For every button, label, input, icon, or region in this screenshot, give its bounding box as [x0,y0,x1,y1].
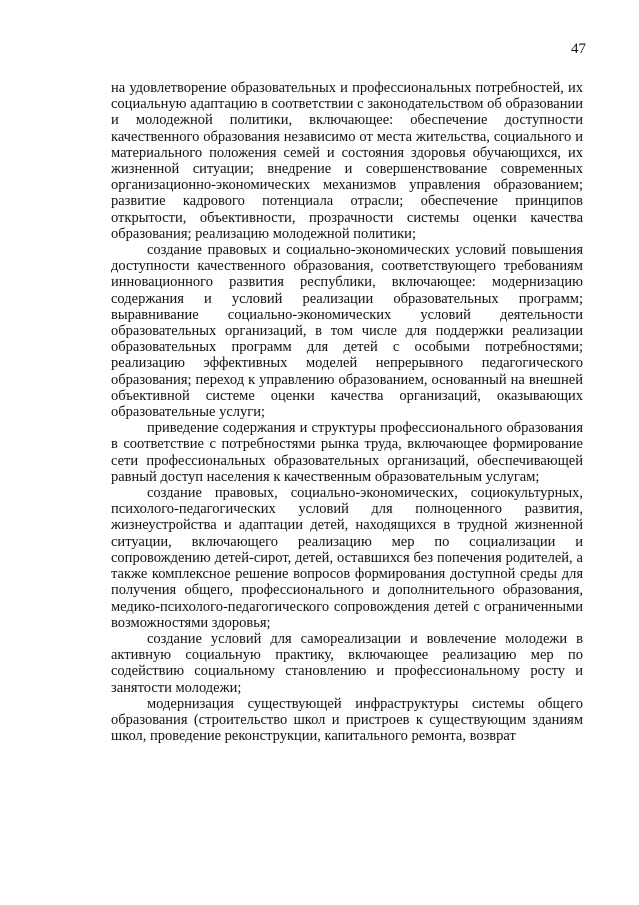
document-body [111,80,583,744]
paragraph-children-support: создание правовых, социально-экономических, социокультурных, психолого-педагогических условий для полноценного развития, жизнеустройства и адаптации детей, находящихся в трудной жизненной ситуации, включающего реализацию мер по социализации и сопровождению детей-сирот, детей, оставшихся без попечения родителей, а также комплексное решение вопросов формирования доступной среды для получения общего, профессионального и дополнительного образования, медико-психолого-педагогического сопровождения детей с ограниченными возможностями здоровья; [111,485,583,631]
page-number: 47 [571,41,586,57]
paragraph-infrastructure-modernization: модернизация существующей инфраструктуры системы общего образования (строительство школ и пристроев к существующим зданиям школ, проведение реконструкции, капитального ремонта, возврат [111,695,583,745]
paragraph-legal-conditions: создание правовых и социально-экономических условий повышения доступности качественного образования, соответствующего требованиям инновационного развития республики, включающее: модернизацию содержания и условий реализации образовательных программ; выравнивание социально-экономических условий деятельности образовательных организаций, в том числе для поддержки реализации образовательных программ для детей с особыми потребностями; реализацию эффективных моделей непрерывного педагогического образования; переход к управлению образованием, основанный на внешней объективной системе оценки качества организаций, оказывающих образовательные услуги; [111,242,583,421]
paragraph-vocational-education: приведение содержания и структуры профессионального образования в соответствие с потребностями рынка труда, включающее формирование сети профессиональных образовательных организаций, обеспечивающей равный доступ населения к качественным образовательным услугам; [111,420,583,485]
paragraph-continuation: на удовлетворение образовательных и профессиональных потребностей, их социальную адаптацию в соответствии с законодательством об образовании и молодежной политики, включающее: обеспечение доступности качественного образования независимо от места жительства, социального и материального положения семей и состояния здоровья обучающихся, их жизненной ситуации; внедрение и совершенствование современных организационно-экономических механизмов управления образованием; развитие кадрового потенциала отрасли; обеспечение принципов открытости, объективности, прозрачности системы оценки качества образования; реализацию молодежной политики; [111,80,583,242]
paragraph-youth-self-realization: создание условий для самореализации и вовлечение молодежи в активную социальную практику, включающее реализацию мер по содействию социальному становлению и профессиональному росту и занятости молодежи; [111,630,583,696]
